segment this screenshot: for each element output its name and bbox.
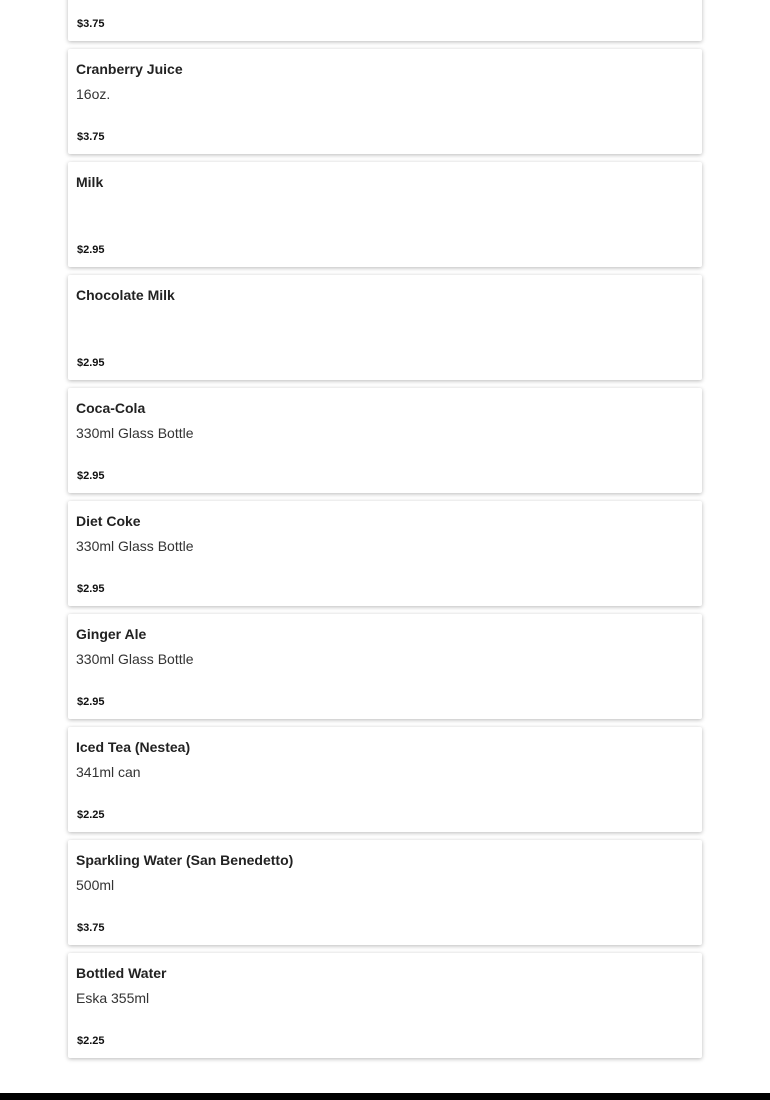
- item-price: $3.75: [77, 131, 105, 143]
- item-price: $2.95: [77, 357, 105, 369]
- menu-item-list: [68, 0, 702, 1066]
- menu-item-card[interactable]: [68, 162, 702, 267]
- item-price: $2.95: [77, 244, 105, 256]
- item-price: $2.95: [77, 470, 105, 482]
- item-name: Diet Coke: [76, 513, 141, 529]
- menu-item-card[interactable]: [68, 953, 702, 1058]
- item-name: Chocolate Milk: [76, 287, 175, 303]
- item-name: Bottled Water: [76, 965, 167, 981]
- item-name: Iced Tea (Nestea): [76, 739, 191, 755]
- item-price: $3.75: [77, 922, 105, 934]
- item-name: Ginger Ale: [76, 626, 147, 642]
- menu-item-card[interactable]: [68, 0, 702, 41]
- menu-item-card[interactable]: [68, 275, 702, 380]
- item-price: $3.75: [77, 18, 105, 30]
- menu-item-card[interactable]: [68, 840, 702, 945]
- item-description: 330ml Glass Bottle: [76, 538, 194, 554]
- menu-item-card[interactable]: [68, 727, 702, 832]
- footer-bar: [0, 1093, 770, 1100]
- item-description: 500ml: [76, 877, 115, 893]
- item-price: $2.25: [77, 1035, 105, 1047]
- menu-item-card[interactable]: [68, 614, 702, 719]
- item-description: 341ml can: [76, 764, 141, 780]
- menu-item-card[interactable]: [68, 388, 702, 493]
- item-description: 16oz.: [76, 86, 111, 102]
- item-price: $2.95: [77, 696, 105, 708]
- item-price: $2.95: [77, 583, 105, 595]
- item-description: 330ml Glass Bottle: [76, 425, 194, 441]
- item-price: $2.25: [77, 809, 105, 821]
- item-description: Eska 355ml: [76, 990, 150, 1006]
- menu-item-card[interactable]: [68, 49, 702, 154]
- item-name: Cranberry Juice: [76, 61, 183, 77]
- item-name: Sparkling Water (San Benedetto): [76, 852, 294, 868]
- item-name: Milk: [76, 174, 104, 190]
- item-description: 330ml Glass Bottle: [76, 651, 194, 667]
- item-name: Coca-Cola: [76, 400, 146, 416]
- menu-item-card[interactable]: [68, 501, 702, 606]
